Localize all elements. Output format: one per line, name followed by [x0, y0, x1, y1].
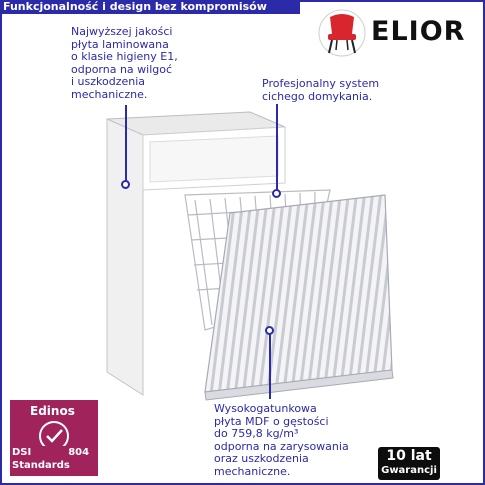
front-panel [205, 195, 392, 392]
warranty-years: 10 lat [386, 448, 432, 464]
brand-name: ELIOR [371, 16, 466, 47]
note-mdf-line [269, 334, 271, 399]
warranty-badge [378, 447, 440, 480]
warranty-label: Gwarancji [381, 465, 437, 476]
edinos-code [12, 447, 89, 458]
page-header: Funkcjonalność i design bez kompromisów [0, 0, 300, 14]
edinos-code-right: 804 [68, 447, 90, 458]
note-closing: Profesjonalny system cichego domykania. [262, 77, 380, 103]
note-material: Najwyższej jakości płyta laminowana o klasie higieny E1, odporna na wilgoć i uszkodzenia mechaniczne. [71, 25, 178, 101]
note-mdf: Wysokogatunkowa płyta MDF o gęstości do 759,8 kg/m³ odporna na zarysowania oraz uszkodzenia mechaniczne. [214, 402, 349, 478]
edinos-label: Standards [12, 460, 70, 471]
edinos-name: Edinos [30, 404, 75, 418]
note-material-marker [121, 180, 130, 189]
note-closing-marker [272, 189, 281, 198]
edinos-code-left: DSI [12, 447, 32, 458]
edinos-certificate [10, 400, 98, 476]
note-closing-line [276, 104, 278, 190]
note-material-line [125, 105, 127, 181]
